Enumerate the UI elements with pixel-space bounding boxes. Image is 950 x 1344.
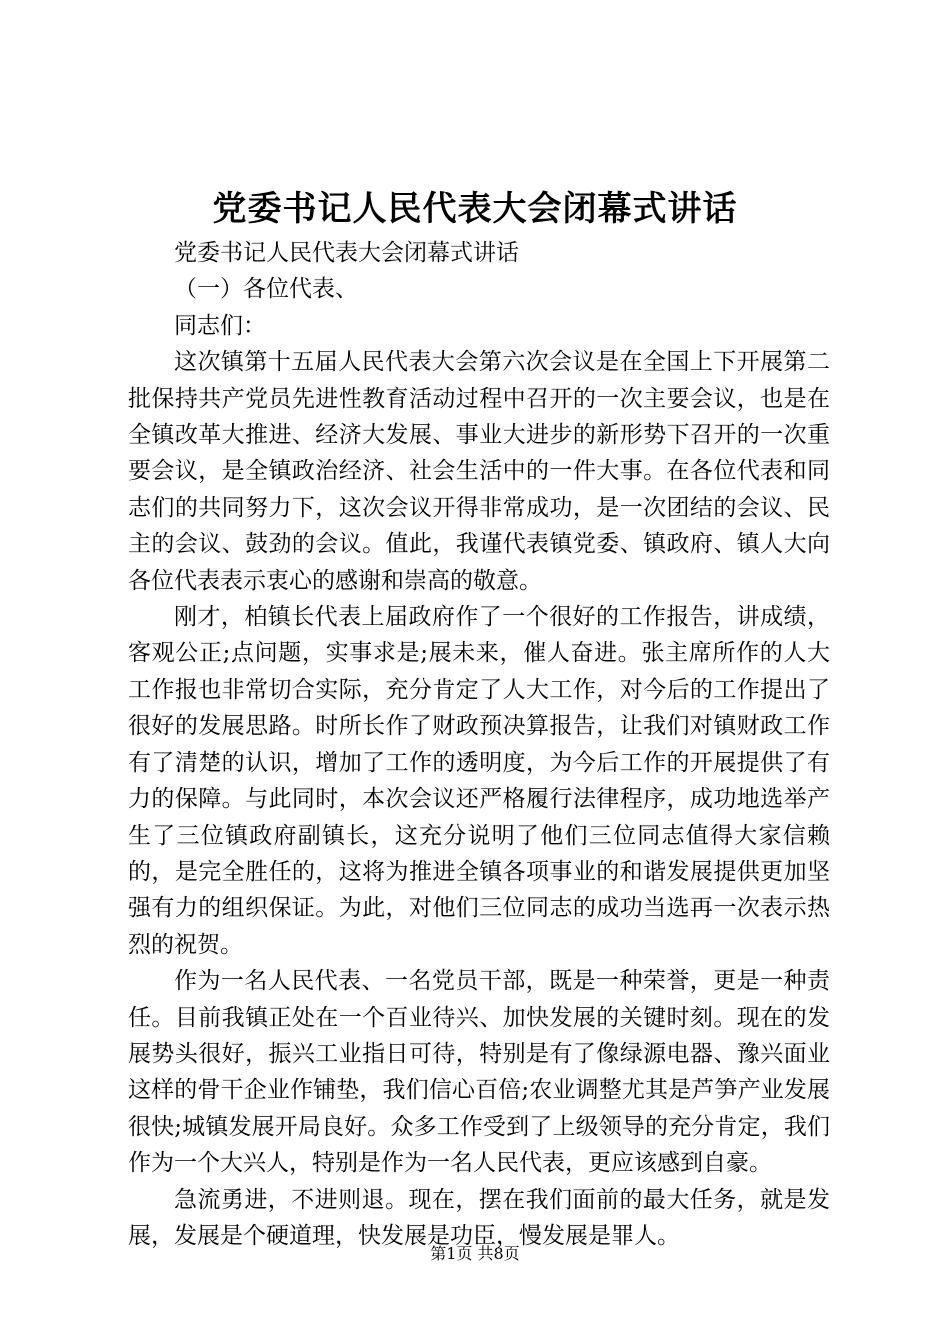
page-number-footer: 第1页 共8页	[430, 1244, 520, 1263]
body-paragraph: 作为一名人民代表、一名党员干部，既是一种荣誉，更是一种责任。目前我镇正处在一个百业待兴、加快发展的关键时刻。现在的发展势头很好，振兴工业指日可待，特别是有了像绿源电器、豫兴面业这样的骨干企业作铺垫，我们信心百倍;农业调整尤其是芦笋产业发展很快;城镇发展开局良好。众多工作受到了上级领导的充分肯定，我们作为一个大兴人，特别是作为一名人民代表，更应该感到自豪。	[128, 968, 830, 1177]
body-paragraph: 这次镇第十五届人民代表大会第六次会议是在全国上下开展第二批保持共产党员先进性教育活动过程中召开的一次主要会议，也是在全镇改革大推进、经济大发展、事业大进步的新形势下召开的一次重要会议，是全镇政治经济、社会生活中的一件大事。在各位代表和同志们的共同努力下，这次会议开得非常成功，是一次团结的会议、民主的会议、鼓劲的会议。值此，我谨代表镇党委、镇政府、镇人大向各位代表表示衷心的感谢和崇高的敬意。	[128, 349, 830, 594]
body-paragraph: 刚才，柏镇长代表上届政府作了一个很好的工作报告，讲成绩，客观公正;点问题，实事求是;展未来，催人奋进。张主席所作的人大工作报也非常切合实际，充分肯定了人大工作，对今后的工作提出了很好的发展思路。时所长作了财政预决算报告，让我们对镇财政工作有了清楚的认识，增加了工作的透明度，为今后工作的开展提供了有力的保障。与此同时，本次会议还严格履行法律程序，成功地选举产生了三位镇政府副镇长，这充分说明了他们三位同志值得大家信赖的，是完全胜任的，这将为推进全镇各项事业的和谐发展提供更加坚强有力的组织保证。为此，对他们三位同志的成功当选再一次表示热烈的祝贺。	[128, 604, 830, 958]
body-paragraph: 急流勇进，不进则退。现在，摆在我们面前的最大任务，就是发展，发展是个硬道理，快发展是功臣，慢发展是罪人。	[128, 1186, 830, 1249]
salutation-line-2: 同志们：	[174, 312, 266, 339]
document-body	[128, 235, 830, 1254]
document-title: 党委书记人民代表大会闭幕式讲话	[212, 189, 738, 229]
salutation-line-1: （一）各位代表、	[174, 276, 358, 303]
subtitle-paragraph: 党委书记人民代表大会闭幕式讲话	[174, 240, 519, 266]
